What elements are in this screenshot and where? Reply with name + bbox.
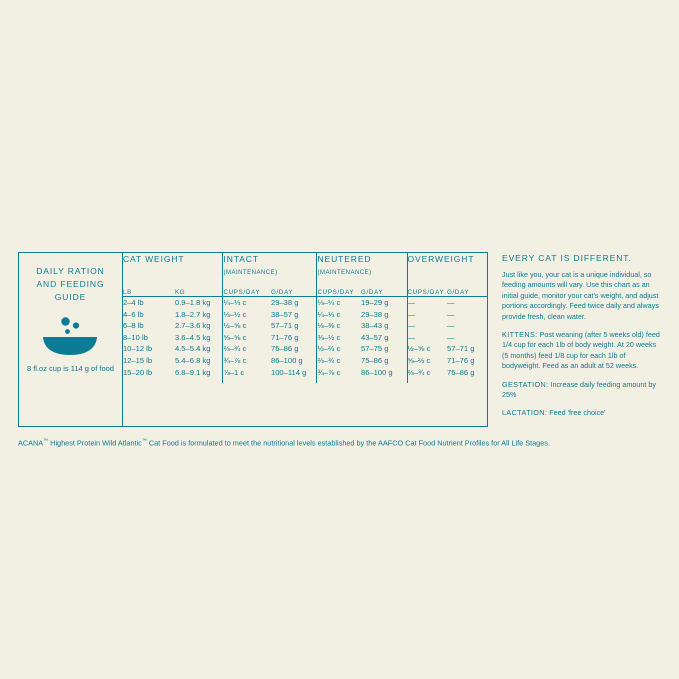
cell-lb: 12–15 lb xyxy=(122,355,153,365)
cell-kg: 6.8–9.1 kg xyxy=(174,367,211,377)
cell-overweight-cups: ⅔–¾ c xyxy=(407,367,447,384)
cell-intact-grams: 76–86 g xyxy=(270,344,299,354)
cell-intact-grams: 71–76 g xyxy=(270,332,299,342)
cell-intact-grams: 100–114 g xyxy=(270,367,307,377)
footnote-text: Highest Protein Wild Atlantic xyxy=(48,438,142,448)
cell-overweight-grams: — xyxy=(447,309,455,319)
feeding-copy-column xyxy=(488,252,662,427)
copy-kittens-text: Post weaning (after 5 weeks old) feed 1/4 cup for each 1lb of body weight. At 20 weeks (5 months) feed 1/8 cup for each 1lb of bodyweight. Feed as an adult at 52 weeks. xyxy=(502,330,660,371)
table-row xyxy=(123,355,487,367)
cell-intact-grams: 86–100 g xyxy=(270,355,303,365)
trademark-icon: ™ xyxy=(43,437,49,444)
group-header-intact xyxy=(223,253,317,289)
feeding-table-area xyxy=(18,252,488,427)
table-row xyxy=(123,367,487,384)
cell-intact-cups: ⅞–1 c xyxy=(223,367,271,384)
cell-intact-grams: 29–38 g xyxy=(270,298,299,307)
table-row xyxy=(123,332,487,344)
cell-neutered-grams: 75–86 g xyxy=(360,355,389,365)
cell-lb: 15–20 lb xyxy=(122,367,153,377)
cell-lb: 2–4 lb xyxy=(122,298,144,307)
subheader-row xyxy=(123,289,487,297)
cell-lb: 10–12 lb xyxy=(122,344,153,354)
cell-overweight-cups: — xyxy=(407,297,447,309)
cell-overweight-cups: ½–⅝ c xyxy=(407,343,447,355)
copy-lactation-text: Feed 'free choice' xyxy=(547,408,606,418)
table-row xyxy=(123,297,487,309)
cell-kg: 3.6–4.5 kg xyxy=(174,332,211,342)
subheader-intact-cups: CUPS/DAY xyxy=(223,289,271,297)
cell-intact-grams: 57–71 g xyxy=(270,321,299,331)
table-row xyxy=(123,320,487,332)
group-label: CAT WEIGHT xyxy=(122,254,185,264)
group-header-neutered xyxy=(317,253,407,289)
group-sublabel: (MAINTENANCE) xyxy=(317,270,372,276)
daily-ration-cell xyxy=(19,253,123,426)
cell-neutered-cups: ⅔–¾ c xyxy=(317,355,361,367)
copy-kittens xyxy=(502,330,662,372)
cell-neutered-cups: ¼–⅓ c xyxy=(317,309,361,321)
cell-intact-cups: ⅓–½ c xyxy=(223,309,271,321)
footnote-brand: ACANA xyxy=(18,438,44,448)
cell-kg: 1.8–2.7 kg xyxy=(174,309,211,319)
cell-intact-grams: 38–57 g xyxy=(270,309,299,319)
cell-intact-cups: ⅝–⅝ c xyxy=(223,332,271,344)
cell-kg: 4.5–5.4 kg xyxy=(174,344,211,354)
cell-overweight-grams: — xyxy=(447,332,455,342)
cell-neutered-cups: ⅓–⅜ c xyxy=(317,320,361,332)
cell-intact-cups: ½–⅝ c xyxy=(223,320,271,332)
cell-neutered-cups: ⅜–½ c xyxy=(317,332,361,344)
group-label: INTACT xyxy=(223,254,259,264)
cell-neutered-grams: 19–29 g xyxy=(360,298,389,307)
group-label: OVERWEIGHT xyxy=(407,254,475,264)
copy-heading: EVERY CAT IS DIFFERENT. xyxy=(502,253,632,263)
cell-intact-cups: ⅔–¾ c xyxy=(223,343,271,355)
cell-lb: 6–8 lb xyxy=(122,321,144,331)
bowl-caption: 8 fl.oz cup is 114 g of food xyxy=(26,364,114,373)
feeding-data-table xyxy=(123,253,487,426)
group-header-cat-weight xyxy=(123,253,223,289)
copy-intro: Just like you, your cat is a unique individual, so feeding amounts will vary. Use this chart as an initial guide, monitor your cat's weight, and adjust portions accordingly. Feed twice daily and always provide fresh, clean water. xyxy=(502,270,659,321)
group-label: NEUTERED xyxy=(317,254,372,264)
copy-gestation-label: GESTATION: xyxy=(502,379,549,389)
cell-overweight-cups: — xyxy=(407,332,447,344)
aafco-footnote xyxy=(18,436,662,448)
cell-overweight-grams: — xyxy=(447,321,455,331)
cell-lb: 4–6 lb xyxy=(122,309,144,319)
cell-overweight-cups: — xyxy=(407,320,447,332)
cell-kg: 0.9–1.8 kg xyxy=(174,298,211,307)
cell-neutered-grams: 43–57 g xyxy=(360,332,389,342)
subheader-overweight-cups: CUPS/DAY xyxy=(407,289,447,297)
cell-neutered-cups: ¾–⅞ c xyxy=(317,367,361,384)
cell-overweight-cups: ⅝–⅔ c xyxy=(407,355,447,367)
table-row xyxy=(123,309,487,321)
subheader-intact-grams: G/DAY xyxy=(271,289,317,297)
subheader-lb: LB xyxy=(123,289,175,297)
cell-intact-cups: ¾–⅞ c xyxy=(223,355,271,367)
cell-overweight-grams: 76–86 g xyxy=(447,367,475,377)
subheader-neutered-grams: G/DAY xyxy=(361,289,407,297)
cell-overweight-grams: 57–71 g xyxy=(447,344,475,354)
cell-overweight-grams: 71–76 g xyxy=(447,355,475,365)
group-header-row xyxy=(123,253,487,289)
subheader-kg: KG xyxy=(175,289,223,297)
cell-neutered-cups: ½–⅔ c xyxy=(317,343,361,355)
daily-ration-title: DAILY RATION AND FEEDING GUIDE xyxy=(36,266,105,302)
footnote-text-2: Cat Food is formulated to meet the nutritional levels established by the AAFCO Cat Food Nutrient Profiles for All Life Stages. xyxy=(146,438,550,448)
cell-neutered-grams: 86–100 g xyxy=(360,367,393,377)
copy-lactation xyxy=(502,408,662,418)
food-bowl-icon xyxy=(39,316,101,356)
trademark-icon: ™ xyxy=(141,437,147,444)
group-sublabel: (MAINTENANCE) xyxy=(223,270,278,276)
cell-neutered-cups: ⅛–¼ c xyxy=(317,297,361,309)
cell-overweight-grams: — xyxy=(447,298,455,307)
group-header-overweight xyxy=(407,253,487,289)
feeding-grid xyxy=(123,253,487,383)
cell-overweight-cups: — xyxy=(407,309,447,321)
cell-neutered-grams: 57–75 g xyxy=(360,344,389,354)
cell-neutered-grams: 29–38 g xyxy=(360,309,389,319)
cell-lb: 8–10 lb xyxy=(122,332,148,342)
copy-lactation-label: LACTATION: xyxy=(502,408,548,418)
feeding-guide-panel xyxy=(18,252,662,448)
copy-kittens-label: KITTENS: xyxy=(502,330,538,340)
copy-gestation xyxy=(502,380,662,401)
cell-intact-cups: ¼–⅓ c xyxy=(223,297,271,309)
subheader-neutered-cups: CUPS/DAY xyxy=(317,289,361,297)
table-row xyxy=(123,343,487,355)
feeding-guide-block xyxy=(18,252,662,427)
cell-kg: 5.4–6.8 kg xyxy=(174,355,211,365)
cell-neutered-grams: 38–43 g xyxy=(360,321,389,331)
cell-kg: 2.7–3.6 kg xyxy=(174,321,211,331)
subheader-overweight-grams: G/DAY xyxy=(447,289,487,297)
copy-gestation-text: Increase daily feeding amount by 25% xyxy=(502,379,656,400)
